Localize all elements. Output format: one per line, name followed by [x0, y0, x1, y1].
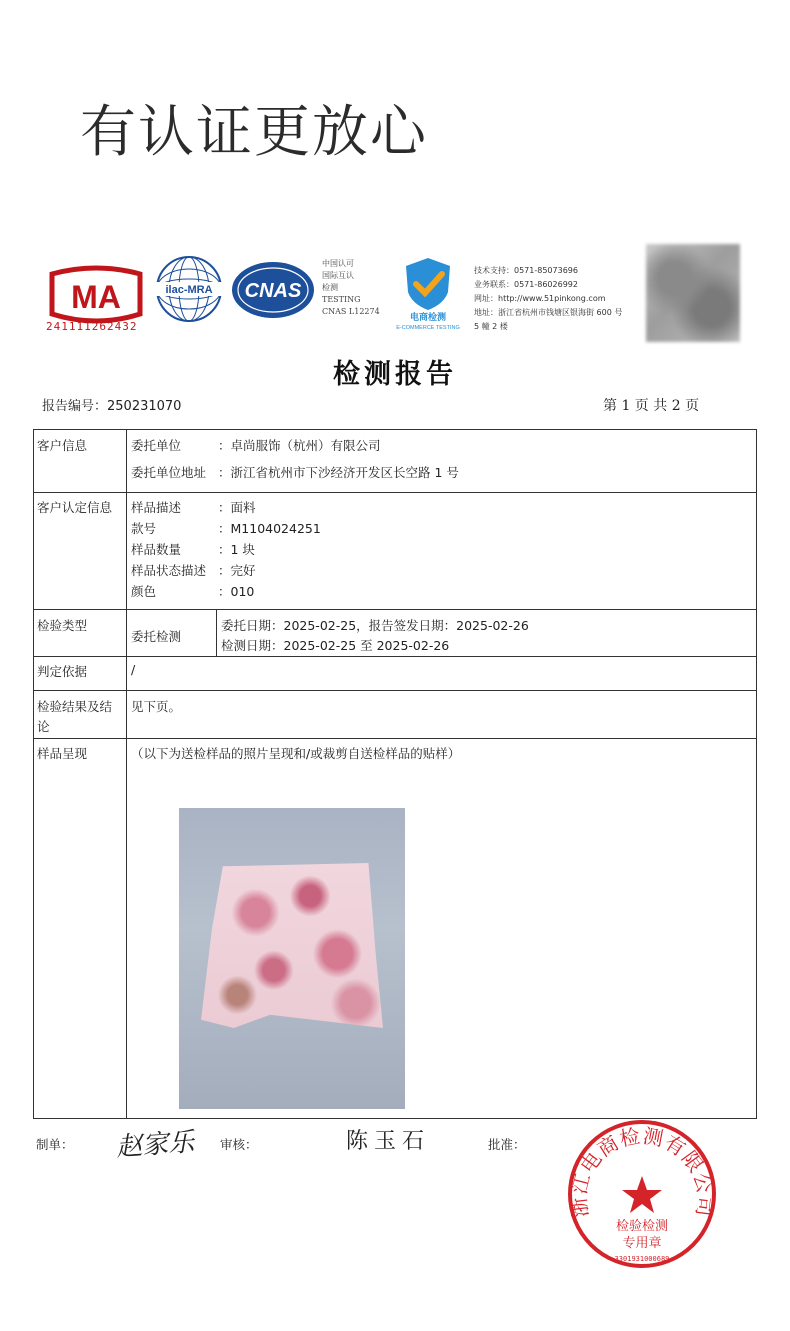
result-value: 见下页。 [131, 699, 182, 714]
report-number-label: 报告编号： [42, 399, 108, 414]
style-no-value: ：M1104024251 [218, 521, 321, 536]
dates-line-2: 检测日期：2025-02-25 至 2025-02-26 [221, 638, 450, 653]
report-title: 检测报告 [333, 359, 457, 390]
state-value: ：完好 [218, 563, 256, 578]
cnas-line: 检测 [322, 283, 338, 292]
inspect-type-value: 委托检测 [131, 629, 182, 644]
review-label: 审核： [220, 1137, 258, 1152]
state-label: 样品状态描述 [131, 563, 207, 578]
sample-photo [179, 808, 405, 1109]
color-label: 颜色 [131, 584, 157, 599]
inspect-type-label: 检验类型 [37, 618, 88, 633]
approve-label: 批准： [488, 1137, 526, 1152]
contact-line: 地址：浙江省杭州市钱塘区银海街 600 号 [474, 308, 623, 317]
seal-center-line-2: 专用章 [622, 1236, 662, 1251]
contact-line: 技术支持：0571-85073696 [474, 266, 578, 275]
dates-line-1: 委托日期：2025-02-25，报告签发日期：2025-02-26 [221, 618, 529, 633]
cnas-logo [230, 260, 316, 320]
client-name-value: ：卓尚服饰（杭州）有限公司 [218, 438, 381, 453]
ilac-mra-logo [154, 254, 224, 324]
svg-text:MA: MA [71, 279, 121, 315]
prepared-by-signature: 赵家乐 [115, 1127, 196, 1163]
contact-line: 5 幢 2 楼 [474, 322, 508, 331]
svg-text:ilac-MRA: ilac-MRA [165, 284, 213, 296]
page-info: 第 1 页 共 2 页 [603, 398, 700, 414]
presentation-note: （以下为送检样品的照片呈现和/或裁剪自送检样品的贴样） [131, 746, 461, 761]
color-value: ：010 [218, 584, 255, 599]
client-section-label: 客户信息 [37, 438, 88, 453]
ec-sub: E-COMMERCE TESTING [396, 325, 460, 331]
ecommerce-testing-logo [388, 252, 468, 332]
svg-text:CNAS: CNAS [244, 280, 302, 302]
sample-desc-value: ：面料 [218, 500, 256, 515]
company-seal-stamp [566, 1118, 718, 1270]
floral-fabric-sample [201, 863, 383, 1028]
svg-text:浙江电商检测有限公司 [566, 1124, 717, 1219]
client-name-label: 委托单位 [131, 438, 182, 453]
client-address-value: ：浙江省杭州市下沙经济开发区长空路 1 号 [218, 465, 459, 480]
cnas-line: 国际互认 [322, 271, 354, 280]
banner-title: 有认证更放心 [80, 100, 428, 165]
qr-code [646, 244, 740, 342]
contact-line: 网址：http://www.51pinkong.com [474, 294, 606, 303]
seal-center-line-1: 检验检测 [615, 1219, 669, 1234]
basis-value: / [131, 662, 136, 677]
style-no-label: 款号 [131, 521, 157, 536]
quantity-label: 样品数量 [131, 542, 182, 557]
result-label-line-1: 检验结果及结 [37, 699, 113, 714]
report-number [42, 395, 181, 414]
sample-section-label: 客户认定信息 [37, 500, 113, 515]
prepared-by-label: 制单： [36, 1137, 74, 1152]
contact-info [474, 264, 622, 334]
result-label-line-2: 论 [37, 719, 50, 734]
cnas-line: 中国认可 [322, 259, 354, 268]
cnas-line: TESTING [322, 295, 361, 304]
sample-desc-label: 样品描述 [131, 500, 182, 515]
quantity-value: ：1 块 [218, 542, 255, 557]
contact-line: 业务联系：0571-86026992 [474, 280, 578, 289]
cnas-line: CNAS L12274 [322, 307, 380, 316]
client-address-label: 委托单位地址 [131, 465, 207, 480]
report-number-value: 250231070 [107, 399, 182, 414]
ec-label: 电商检测 [409, 313, 447, 323]
seal-ring-text: 浙江电商检测有限公司 [566, 1123, 718, 1219]
cma-number: 241111262432 [46, 320, 138, 333]
cnas-accreditation-text [322, 258, 380, 318]
presentation-label: 样品呈现 [37, 746, 88, 761]
review-signature: 陈玉石 [346, 1129, 431, 1154]
basis-label: 判定依据 [37, 664, 88, 679]
seal-code: 3301931000689 [614, 1255, 670, 1263]
